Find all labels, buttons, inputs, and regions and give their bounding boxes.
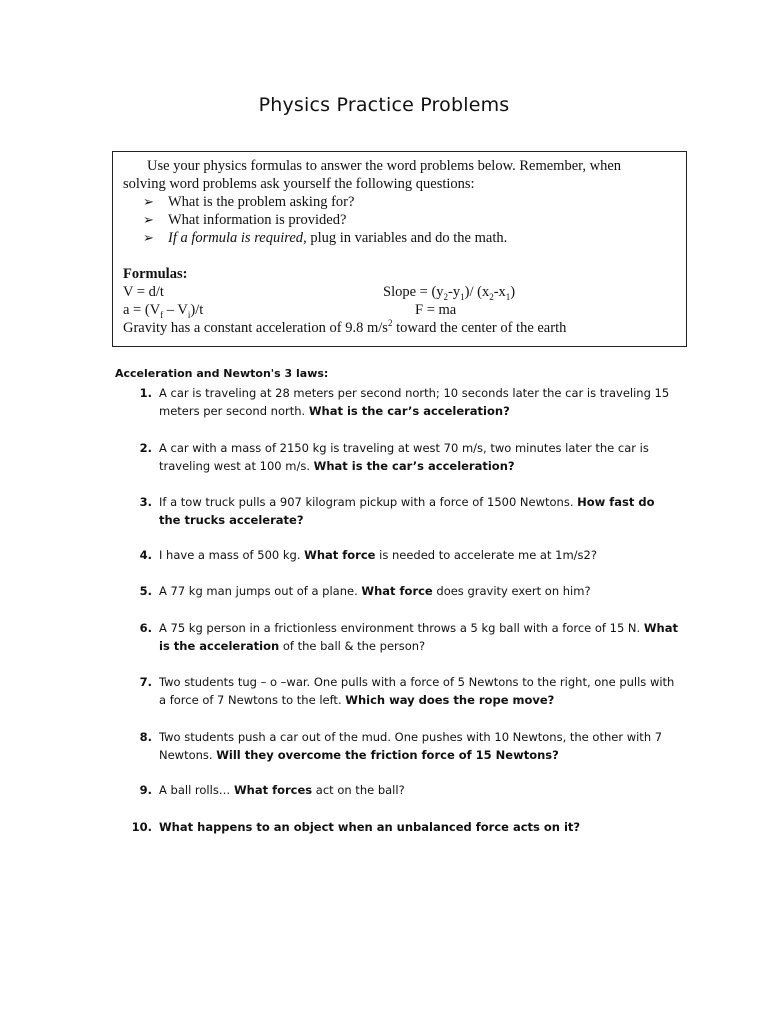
formula-force: F = ma	[415, 302, 457, 318]
arrow-bullet-icon: ➢	[143, 194, 154, 209]
question-text: A 75 kg person in a frictionless environment throws a 5 kg ball with a force of 15 N. What is the acceleration of the ball & the person?	[159, 621, 678, 653]
question-text: Two students tug – o –war. One pulls with a force of 5 Newtons to the right, one pulls with a force of 7 Newtons to the left. Which way does the rope move?	[159, 675, 675, 707]
question-item	[130, 619, 690, 655]
question-text: A car with a mass of 2150 kg is traveling at west 70 m/s, two minutes later the car is traveling west at 100 m/s. What is the car’s acceleration?	[159, 441, 649, 473]
question-number: 9.	[139, 783, 152, 797]
bullet-text: What information is provided?	[168, 212, 347, 228]
arrow-bullet-icon: ➢	[143, 212, 154, 227]
formula-gravity: Gravity has a constant acceleration of 9.8 $m/s^2$ toward the center of the earth	[123, 318, 567, 336]
question-item	[130, 582, 690, 600]
question-text: Two students push a car out of the mud. One pushes with 10 Newtons, the other with 7 Newtons. Will they overcome the friction force of 15 Newtons?	[159, 730, 663, 762]
question-text: A car is traveling at 28 meters per second north; 10 seconds later the car is traveling 15 meters per second north. What is the car’s acceleration?	[159, 386, 670, 418]
question-item	[130, 493, 690, 529]
question-text: A ball rolls… What forces act on the ball?	[159, 783, 405, 797]
question-number: 2.	[139, 441, 152, 455]
arrow-bullet-icon: ➢	[143, 230, 154, 245]
question-text: What happens to an object when an unbalanced force acts on it?	[159, 820, 581, 834]
question-item	[130, 439, 690, 475]
instructions-line-1: Use your physics formulas to answer the word problems below. Remember, when	[147, 158, 622, 174]
bullet-text	[168, 229, 507, 247]
question-number: 3.	[139, 495, 152, 509]
bullet-text: What is the problem asking for?	[168, 194, 355, 210]
question-item	[130, 384, 690, 420]
instructions-line-2: solving word problems ask yourself the following questions:	[123, 176, 475, 192]
formula-velocity: V = d/t	[123, 284, 164, 300]
formula-slope: Slope = $(y_2-y_1)/$ $(x_2-x_1)$	[383, 284, 516, 302]
question-number: 8.	[139, 730, 152, 744]
question-item	[130, 673, 690, 709]
bullet-rest-text: , plug in variables and do the math.	[303, 230, 508, 246]
section-heading: Acceleration and Newton's 3 laws:	[115, 367, 329, 380]
question-number: 10.	[131, 820, 152, 834]
question-number: 4.	[139, 548, 152, 562]
question-text: A 77 kg man jumps out of a plane. What force does gravity exert on him?	[159, 584, 591, 598]
question-item	[130, 728, 690, 764]
formulas-heading: Formulas:	[123, 266, 188, 282]
question-number: 7.	[139, 675, 152, 689]
question-number: 6.	[139, 621, 152, 635]
question-item	[130, 818, 690, 836]
question-text: I have a mass of 500 kg. What force is needed to accelerate me at 1m/s2?	[159, 548, 597, 562]
formula-acceleration: $a = (V_f - V_i)/t$	[123, 302, 204, 320]
question-item	[130, 546, 690, 564]
question-number: 5.	[139, 584, 152, 598]
question-number: 1.	[139, 386, 152, 400]
instructions-box	[112, 151, 687, 347]
question-text: If a tow truck pulls a 907 kilogram pickup with a force of 1500 Newtons. How fast do the trucks accelerate?	[159, 495, 655, 527]
question-item	[130, 781, 690, 799]
bullet-italic-text: If a formula is required	[168, 230, 304, 246]
page-title: Physics Practice Problems	[258, 94, 510, 116]
